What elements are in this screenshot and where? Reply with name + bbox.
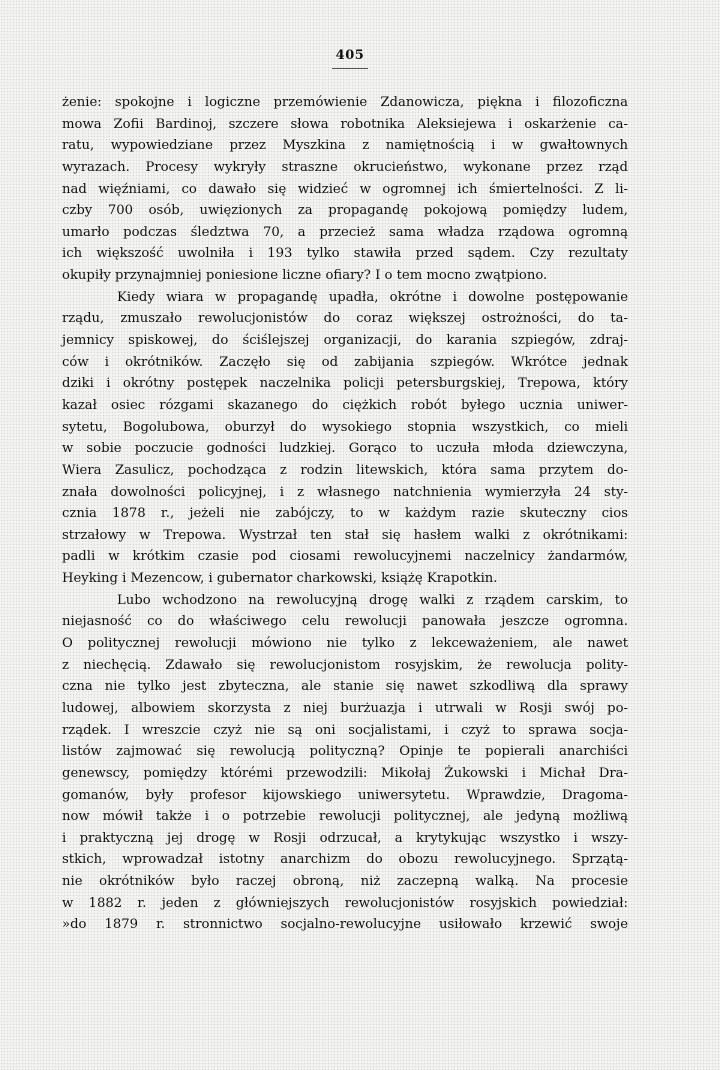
- text-line: Kiedy wiara w propagandę upadła, okrótne i dowolne postępowanie: [117, 289, 628, 305]
- page-number-rule: [332, 68, 368, 69]
- text-line: umarło podczas śledztwa 70, a przecież sama władza rządowa ogromną: [62, 224, 628, 240]
- text-line: z niechęcią. Zdawało się rewolucjonistom rosyjskim, że rewolucja polity-: [62, 657, 628, 673]
- text-line: listów zajmować się rewolucją polityczną? Opinje te popierali anarchiści: [62, 744, 628, 760]
- text-line: czby 700 osób, uwięzionych za propagandę pokojową pomiędzy ludem,: [62, 203, 628, 219]
- text-line: ratu, wypowiedziane przez Myszkina z namiętnością i w gwałtownych: [62, 138, 628, 154]
- text-line: strzałowy w Trepowa. Wystrzał ten stał się hasłem walki z okrótnikami:: [62, 527, 628, 543]
- text-line: ludowej, albowiem skorzysta z niej burżuazja i utrwali w Rosji swój po-: [62, 700, 628, 716]
- text-line: znała dowolności policyjnej, i z własnego natchnienia wymierzyła 24 sty-: [62, 484, 628, 500]
- text-line: O politycznej rewolucji mówiono nie tylko z lekceważeniem, ale nawet: [62, 636, 628, 652]
- text-line: nad więźniami, co dawało się widzieć w ogromnej ich śmiertelności. Z li-: [62, 181, 628, 197]
- text-line: żenie: spokojne i logiczne przemówienie Zdanowicza, piękna i filozoficzna: [62, 95, 628, 110]
- text-line: ców i okrótników. Zaczęło się od zabijania szpiegów. Wkrótce jednak: [62, 354, 628, 370]
- text-line: w 1882 r. jeden z główniejszych rewolucjonistów rosyjskich powiedział:: [62, 895, 628, 911]
- text-line: czna nie tylko jest zbyteczna, ale stanie się nawet szkodliwą dla sprawy: [62, 679, 628, 695]
- text-line: wyrazach. Procesy wykryły straszne okrucieństwo, wykonane przez rząd: [62, 159, 628, 175]
- text-line: sytetu, Bogolubowa, oburzył do wysokiego stopnia wszystkich, co mieli: [62, 419, 628, 435]
- text-line: Lubo wchodzono na rewolucyjną drogę walki z rządem carskim, to: [117, 592, 628, 608]
- text-line: cznia 1878 r., jeżeli nie zabójczy, to w każdym razie skuteczny cios: [62, 506, 628, 522]
- text-line: »do 1879 r. stronnictwo socjalno-rewolucyjne usiłowało krzewić swoje: [62, 917, 628, 933]
- text-line: mowa Zofii Bardinoj, szczere słowa robotnika Aleksiejewa i oskarżenie ca-: [62, 116, 628, 132]
- text-line: kazał osiec rózgami skazanego do ciężkich robót byłego ucznia uniwer-: [62, 397, 628, 413]
- text-line: genewscy, pomiędzy którémi przewodzili: Mikołaj Żukowski i Michał Dra-: [62, 765, 628, 781]
- text-line: okupiły przynajmniej poniesione liczne ofiary? I o tem mocno zwątpiono.: [62, 268, 548, 284]
- page-number: 405: [335, 48, 365, 63]
- text-line: rządek. I wreszcie czyż nie są oni socjalistami, i czyż to sprawa socja-: [62, 722, 628, 738]
- text-line: niejasność co do właściwego celu rewolucji panowała jeszcze ogromna.: [62, 614, 628, 630]
- text-line: nie okrótników było raczej obroną, niż zaczepną walką. Na procesie: [62, 874, 628, 890]
- paragraph-p3: [62, 590, 628, 936]
- text-line: Wiera Zasulicz, pochodząca z rodzin litewskich, która sama przytem do-: [62, 462, 628, 478]
- paragraph-p1: [62, 92, 628, 287]
- text-line: i praktyczną jej drogę w Rosji odrzucał, a krytykując wszystko i wszy-: [62, 830, 628, 846]
- text-line: jemnicy spiskowej, do ściślejszej organizacji, do karania szpiegów, zdraj-: [62, 333, 628, 349]
- text-line: rządu, zmuszało rewolucjonistów do coraz większej ostrożności, do ta-: [62, 311, 628, 327]
- text-line: ich większość uwolniła i 193 tylko stawiła przed sądem. Czy rezultaty: [62, 246, 628, 262]
- text-line: stkich, wprowadzał istotny anarchizm do obozu rewolucyjnego. Sprzątą-: [62, 852, 628, 868]
- text-line: w sobie poczucie godności ludzkiej. Gorąco to uczuła młoda dziewczyna,: [62, 441, 628, 457]
- text-line: Heyking i Mezencow, i gubernator charkowski, książę Krapotkin.: [62, 571, 498, 587]
- body-text: [62, 92, 628, 936]
- text-line: padli w krótkim czasie pod ciosami rewolucyjnemi naczelnicy żandarmów,: [62, 549, 628, 565]
- paragraph-p2: [62, 287, 628, 590]
- text-line: dziki i okrótny postępek naczelnika policji petersburgskiej, Trepowa, który: [62, 376, 628, 392]
- text-line: now mówił także i o potrzebie rewolucji politycznej, ale jedyną możliwą: [62, 809, 628, 825]
- text-line: gomanów, były profesor kijowskiego uniwersytetu. Wprawdzie, Dragoma-: [62, 787, 628, 803]
